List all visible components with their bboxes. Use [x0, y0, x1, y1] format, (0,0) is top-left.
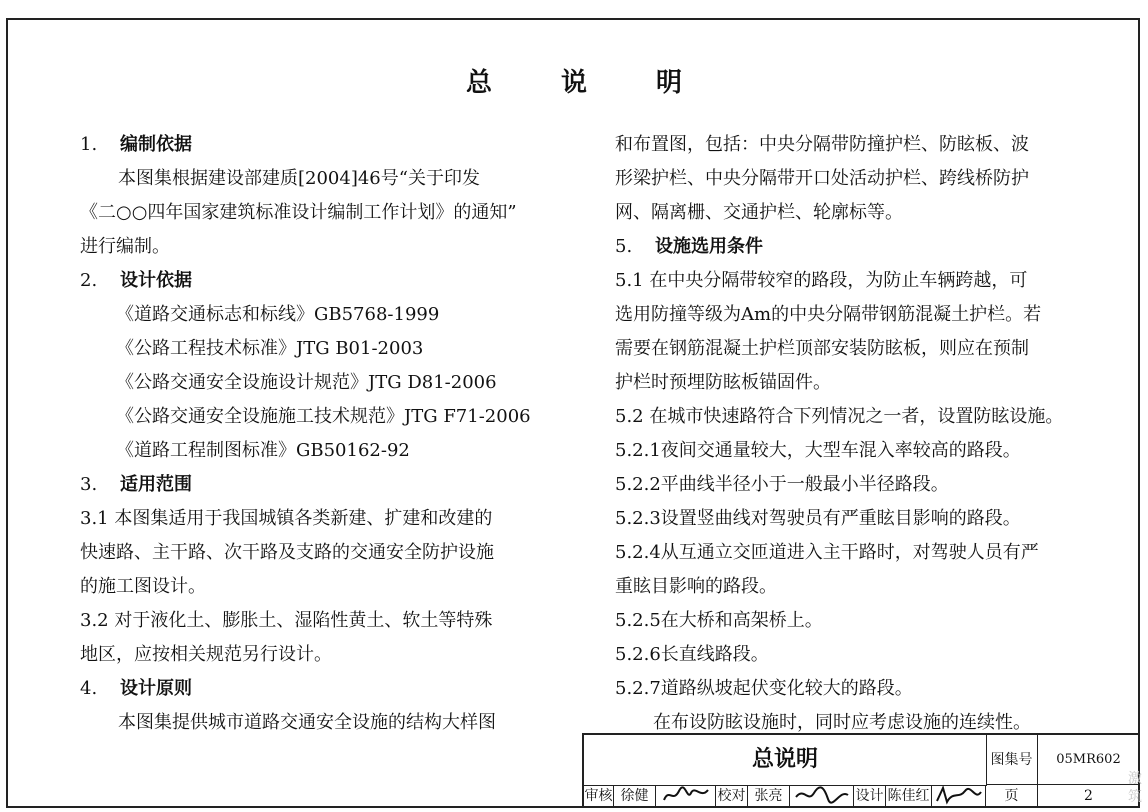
section-heading: [80, 468, 550, 502]
section-number: 2.: [80, 270, 98, 291]
page-number: 2: [1038, 785, 1140, 808]
text-line: 本图集根据建设部建质[2004]46号“关于印发: [118, 168, 480, 189]
section-heading: [80, 264, 550, 298]
section-title: 适用范围: [120, 474, 192, 495]
text-line: 3.2 对于液化土、膨胀土、湿陷性黄土、软土等特殊: [80, 610, 493, 631]
section-title: 设计依据: [120, 270, 192, 291]
text-line: 5.2.7道路纵坡起伏变化较大的路段。: [615, 678, 913, 699]
section-number: 5.: [615, 236, 633, 257]
text-line: 地区，应按相关规范另行设计。: [80, 644, 332, 665]
text-line: 5.2.5在大桥和高架桥上。: [615, 610, 823, 631]
reference-item: 《公路交通安全设施施工技术规范》JTG F71-2006: [116, 406, 531, 427]
section-title: 设计原则: [120, 678, 192, 699]
text-line: 快速路、主干路、次干路及支路的交通安全防护设施: [80, 542, 494, 563]
text-line: 5.2 在城市快速路符合下列情况之一者，设置防眩设施。: [615, 406, 1064, 427]
reference-item: 《道路交通标志和标线》GB5768-1999: [116, 304, 440, 325]
text-line: 需要在钢筋混凝土护栏顶部安装防眩板，则应在预制: [615, 338, 1029, 359]
text-line: 护栏时预埋防眩板锚固件。: [615, 372, 831, 393]
title-block: [582, 733, 1140, 808]
text-line: 选用防撞等级为Am的中央分隔带钢筋混凝土护栏。若: [615, 304, 1042, 325]
section-heading: [615, 230, 1090, 264]
text-line: 形梁护栏、中央分隔带开口处活动护栏、跨线桥防护: [615, 168, 1029, 189]
right-column: [615, 128, 1090, 740]
page-title: 总 说 明: [465, 68, 713, 98]
section-heading: [80, 672, 550, 706]
text-line: 5.2.3设置竖曲线对驾驶员有严重眩目影响的路段。: [615, 508, 1021, 529]
text-line: 进行编制。: [80, 236, 170, 257]
designer-signature: [932, 785, 986, 808]
text-line: 在布设防眩设施时，同时应考虑设施的连续性。: [653, 712, 1031, 733]
review-label: 审核: [584, 785, 614, 808]
section-title: 编制依据: [120, 134, 192, 155]
text-line: 5.2.4从互通立交匝道进入主干路时，对驾驶人员有严: [615, 542, 1039, 563]
design-label: 设计: [854, 785, 886, 808]
watermark: 激 筑: [1128, 771, 1142, 805]
reference-item: 《道路工程制图标准》GB50162-92: [116, 440, 410, 461]
section-number: 3.: [80, 474, 98, 495]
text-line: 和布置图，包括：中央分隔带防撞护栏、防眩板、波: [615, 134, 1029, 155]
reviewer-signature: [656, 785, 716, 808]
reviewer-name: 徐健: [614, 785, 656, 808]
text-line: 5.2.6长直线路段。: [615, 644, 769, 665]
reference-item: 《公路交通安全设施设计规范》JTG D81-2006: [116, 372, 497, 393]
text-line: 的施工图设计。: [80, 576, 206, 597]
check-label: 校对: [716, 785, 748, 808]
page-label: 页: [986, 785, 1038, 808]
text-line: 3.1 本图集适用于我国城镇各类新建、扩建和改建的: [80, 508, 493, 529]
atlas-number: 05MR602: [1038, 735, 1140, 785]
text-line: 5.2.1夜间交通量较大，大型车混入率较高的路段。: [615, 440, 1021, 461]
checker-signature: [790, 785, 854, 808]
designer-name: 陈佳红: [886, 785, 932, 808]
text-line: 网、隔离栅、交通护栏、轮廓标等。: [615, 202, 903, 223]
checker-name: 张亮: [748, 785, 790, 808]
reference-item: 《公路工程技术标准》JTG B01-2003: [116, 338, 424, 359]
section-title: 设施选用条件: [655, 236, 763, 257]
text-line: 重眩目影响的路段。: [615, 576, 777, 597]
text-line: 5.1 在中央分隔带较窄的路段，为防止车辆跨越，可: [615, 270, 1028, 291]
text-line: 《二○○四年国家建筑标准设计编制工作计划》的通知”: [80, 202, 517, 223]
left-column: [80, 128, 550, 740]
signature-scribble: [794, 785, 850, 805]
section-number: 4.: [80, 678, 98, 699]
drawing-name: 总说明: [584, 735, 987, 786]
atlas-number-label: 图集号: [986, 735, 1038, 785]
section-heading: [80, 128, 550, 162]
text-line: 本图集提供城市道路交通安全设施的结构大样图: [118, 712, 496, 733]
signature-scribble: [935, 785, 983, 805]
section-number: 1.: [80, 134, 98, 155]
signature-scribble: [661, 785, 711, 805]
text-line: 5.2.2平曲线半径小于一般最小半径路段。: [615, 474, 949, 495]
